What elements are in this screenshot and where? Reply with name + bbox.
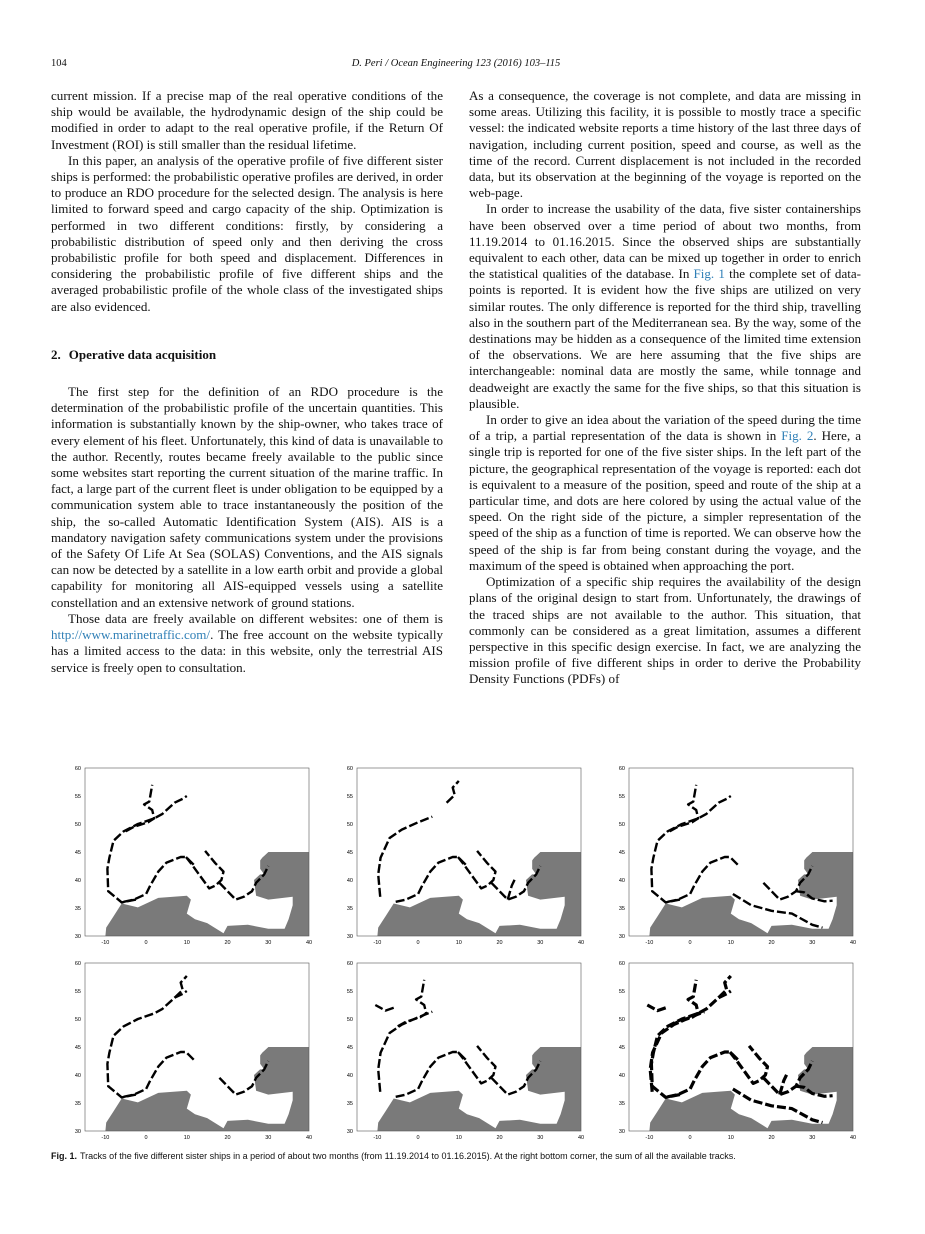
x-tick-label: 10 (727, 940, 734, 946)
x-tick-label: 40 (577, 940, 585, 946)
y-tick-label: 30 (346, 934, 353, 940)
right-column (469, 88, 861, 688)
y-tick-label: 45 (346, 1045, 353, 1051)
y-tick-label: 50 (618, 822, 625, 828)
x-tick-label: -10 (101, 940, 110, 946)
x-tick-label: 10 (183, 1135, 190, 1141)
y-tick-label: 35 (346, 906, 353, 912)
y-tick-label: 40 (618, 1073, 625, 1079)
y-tick-label: 60 (618, 766, 625, 772)
x-tick-label: 30 (537, 1135, 544, 1141)
y-tick-label: 50 (74, 1017, 81, 1023)
paragraph-text: In order to give an idea about the variation of the speed during the time of a trip, a partial representation of the data is shown in (469, 412, 861, 444)
map-svg (51, 758, 323, 946)
x-tick-label: 20 (768, 1135, 775, 1141)
map-svg (323, 758, 595, 946)
x-tick-label: 20 (224, 940, 231, 946)
left-column (51, 88, 443, 676)
page-number: 104 (51, 58, 67, 69)
land-mass (439, 963, 468, 974)
paragraph-text: the complete set of data-points is reported. It is evident how the five ships are utilized on very similar routes. The only difference is reported for the third ship, travelling also in the southern part of the Mediterranean sea. By the way, some of the destinations may be hidden as a consequence of the limited time extension of the observations. We are here assuming that the five ships are interchangeable: nominal data are mostly the same, while tonnage and deadweight are exactly the same for the five ships, so that this situation is plausible. (469, 266, 861, 411)
paragraph (469, 412, 861, 574)
paragraph: The first step for the definition of an RDO procedure is the determination of the probabilistic profile of the uncertain quantities. This information is substantially known by the ship-owner, who takes trace of every element of his fleet. Unfortunately, this kind of data is unavailable to the author. Recently, routes became freely available to the public since some websites start reporting the current situation of the marine traffic. In fact, a large part of the current fleet is under obligation to be equipped by a communication system able to trace instantaneously the position of the ship, the so-called Automatic Identification System (AIS). AIS is a mandatory navigation safety communications system under the provisions of the Safety Of Life At Sea (SOLAS) Conventions, and the AIS signals can now be detected by a satellite in a low earth orbit and provide a global capability for monitoring all AIS-equipped vessels using a satellite constellation and an extensive network of ground stations. (51, 384, 443, 610)
y-tick-label: 35 (74, 1101, 81, 1107)
paragraph: As a consequence, the coverage is not complete, and data are missing in some areas. Utilizing this facility, it is possible to mostly trace a specific vessel: the indicated website reports a time history of the last three days of navigation, including current position, speed and course, as well as the time of the record. Current displacement is not included in the recorded data, but its observation at the beginning of the voyage is reported on the web-page. (469, 88, 861, 201)
y-tick-label: 50 (346, 1017, 353, 1023)
page-header (51, 58, 861, 72)
land-mass (180, 1069, 186, 1080)
land-mass (724, 1069, 730, 1080)
x-tick-label: -10 (645, 1135, 654, 1141)
y-tick-label: 60 (346, 766, 353, 772)
paragraph: current mission. If a precise map of the real operative conditions of the ship would be available, the hydrodynamic design of the ship could be modified in order to adapt to the real operative profile, if the Return Of Investment (ROI) is still smaller than the residual lifetime. (51, 88, 443, 152)
x-tick-label: 20 (768, 940, 775, 946)
fig2-reference-link[interactable]: Fig. 2 (781, 428, 814, 444)
y-tick-label: 45 (618, 850, 625, 856)
x-tick-label: -10 (645, 940, 654, 946)
map-panel-ship-1 (51, 758, 323, 946)
x-tick-label: 10 (455, 940, 462, 946)
y-tick-label: 45 (74, 850, 81, 856)
land-mass (167, 768, 196, 779)
y-tick-label: 40 (74, 878, 81, 884)
y-tick-label: 55 (618, 794, 625, 800)
y-tick-label: 40 (346, 1073, 353, 1079)
x-tick-label: 30 (809, 1135, 816, 1141)
paragraph: In this paper, an analysis of the operative profile of five different sister ships is performed: the probabilistic operative profiles are derived, in order to produce an RDO procedure for the selected design. The analysis is here limited to forward speed and cargo capacity of the ship. Optimization is performed in two different conditions: firstly, by considering a probabilistic distribution of speed only and then deriving the cross probabilistic profile for both speed and displacement. Differences in considering the probabilistic profile of five different ships and the averaged probabilistic profile of the whole class of the investigated ships are also evidenced. (51, 152, 443, 314)
y-tick-label: 30 (346, 1129, 353, 1135)
y-tick-label: 60 (74, 766, 81, 772)
y-tick-label: 45 (74, 1045, 81, 1051)
x-tick-label: 0 (688, 1135, 692, 1141)
y-tick-label: 40 (346, 878, 353, 884)
land-mass (180, 874, 186, 885)
map-svg (51, 953, 323, 1141)
paragraph (51, 611, 443, 676)
y-tick-label: 60 (74, 961, 81, 967)
paragraph-text: . Here, a single trip is reported for one of the five sister ships. In the left part of the picture, the geographical representation of the voyage is reported: each dot is equivalent to a measure of the position, speed and route of the ship at a particular time, and dots are here colored by using the actual value of the speed. On the right side of the picture, a simpler representation of the speed of the ship as a function of time is reported. We can observe how the speed of the ship is far from being constant during the voyage, and the maximum of the speed is obtained when approaching the port. (469, 428, 862, 573)
y-tick-label: 55 (346, 989, 353, 995)
section-number: 2. (51, 346, 61, 362)
paragraph-text: Those data are freely available on different websites: one of them is (68, 610, 443, 626)
y-tick-label: 55 (346, 794, 353, 800)
map-svg (595, 758, 867, 946)
x-tick-label: 20 (496, 940, 503, 946)
x-tick-label: 30 (537, 940, 544, 946)
x-tick-label: 40 (849, 1135, 857, 1141)
map-panel-ship-2 (323, 758, 595, 946)
y-tick-label: 60 (618, 961, 625, 967)
x-tick-label: 10 (455, 1135, 462, 1141)
y-tick-label: 30 (74, 1129, 81, 1135)
map-panel-ship-3 (595, 758, 867, 946)
x-tick-label: 0 (144, 940, 148, 946)
y-tick-label: 30 (74, 934, 81, 940)
x-tick-label: 20 (496, 1135, 503, 1141)
x-tick-label: 30 (809, 940, 816, 946)
y-tick-label: 55 (74, 989, 81, 995)
section-title: Operative data acquisition (68, 346, 217, 362)
y-tick-label: 55 (618, 989, 625, 995)
land-mass (724, 874, 730, 885)
y-tick-label: 45 (346, 850, 353, 856)
y-tick-label: 30 (618, 1129, 625, 1135)
figure-caption (51, 1150, 871, 1162)
section-heading (51, 347, 443, 363)
x-tick-label: 10 (727, 1135, 734, 1141)
x-tick-label: 40 (305, 1135, 313, 1141)
x-tick-label: 40 (305, 940, 313, 946)
fig1-reference-link[interactable]: Fig. 1 (693, 266, 725, 282)
y-tick-label: 50 (74, 822, 81, 828)
marinetraffic-link[interactable]: http://www.marinetraffic.com/ (51, 627, 211, 643)
x-tick-label: 0 (416, 1135, 420, 1141)
paragraph-text: In order to increase the usability of the data, five sister containerships have been observed over a time period of about two months, from 11.19.2014 to 01.16.2015. Since the observed ships are substantially equivalent to each other, data can be mixed up together in order to enrich the statistical qualities of the database. In (469, 201, 861, 282)
land-mass (167, 963, 196, 974)
x-tick-label: -10 (101, 1135, 110, 1141)
y-tick-label: 40 (618, 878, 625, 884)
map-panel-ship-4 (51, 953, 323, 1141)
x-tick-label: -10 (373, 1135, 382, 1141)
x-tick-label: 0 (416, 940, 420, 946)
y-tick-label: 50 (618, 1017, 625, 1023)
caption-label: Fig. 1. (51, 1151, 78, 1161)
y-tick-label: 60 (346, 961, 353, 967)
y-tick-label: 35 (346, 1101, 353, 1107)
y-tick-label: 55 (74, 794, 81, 800)
y-tick-label: 35 (618, 906, 625, 912)
x-tick-label: 30 (265, 1135, 272, 1141)
x-tick-label: 20 (224, 1135, 231, 1141)
y-tick-label: 45 (618, 1045, 625, 1051)
land-mass (452, 874, 458, 885)
map-panel-all-tracks (595, 953, 867, 1141)
running-head: D. Peri / Ocean Engineering 123 (2016) 103–115 (351, 58, 561, 69)
caption-text: Tracks of the five different sister ships in a period of about two months (from 11.19.2014 to 01.16.2015). At the right bottom corner, the sum of all the available tracks. (80, 1151, 736, 1161)
y-tick-label: 30 (618, 934, 625, 940)
figure-1 (51, 758, 861, 1143)
paragraph: Optimization of a specific ship requires the availability of the design plans of the original design to start from. Unfortunately, the drawings of the traced ships are not available to the author. This situation, that commonly can be considered as a great limitation, assumes a different perspective in this specific design exercise. In fact, we are analyzing the mission profile of five different ships in order to derive the Probability Density Functions (PDFs) of (469, 574, 861, 687)
x-tick-label: -10 (373, 940, 382, 946)
x-tick-label: 30 (265, 940, 272, 946)
paragraph-text: . The free account on the website typically has a limited access to the data: in this website, only the terrestrial AIS service is freely open to consultation. (51, 627, 443, 675)
map-svg (323, 953, 595, 1141)
land-mass (452, 1069, 458, 1080)
land-mass (711, 963, 740, 974)
x-tick-label: 40 (849, 940, 857, 946)
x-tick-label: 0 (144, 1135, 148, 1141)
x-tick-label: 10 (183, 940, 190, 946)
x-tick-label: 0 (688, 940, 692, 946)
y-tick-label: 50 (346, 822, 353, 828)
paragraph (469, 201, 861, 412)
x-tick-label: 40 (577, 1135, 585, 1141)
land-mass (711, 768, 740, 779)
y-tick-label: 35 (618, 1101, 625, 1107)
y-tick-label: 40 (74, 1073, 81, 1079)
y-tick-label: 35 (74, 906, 81, 912)
land-mass (439, 768, 468, 779)
map-svg (595, 953, 867, 1141)
map-panel-ship-5 (323, 953, 595, 1141)
